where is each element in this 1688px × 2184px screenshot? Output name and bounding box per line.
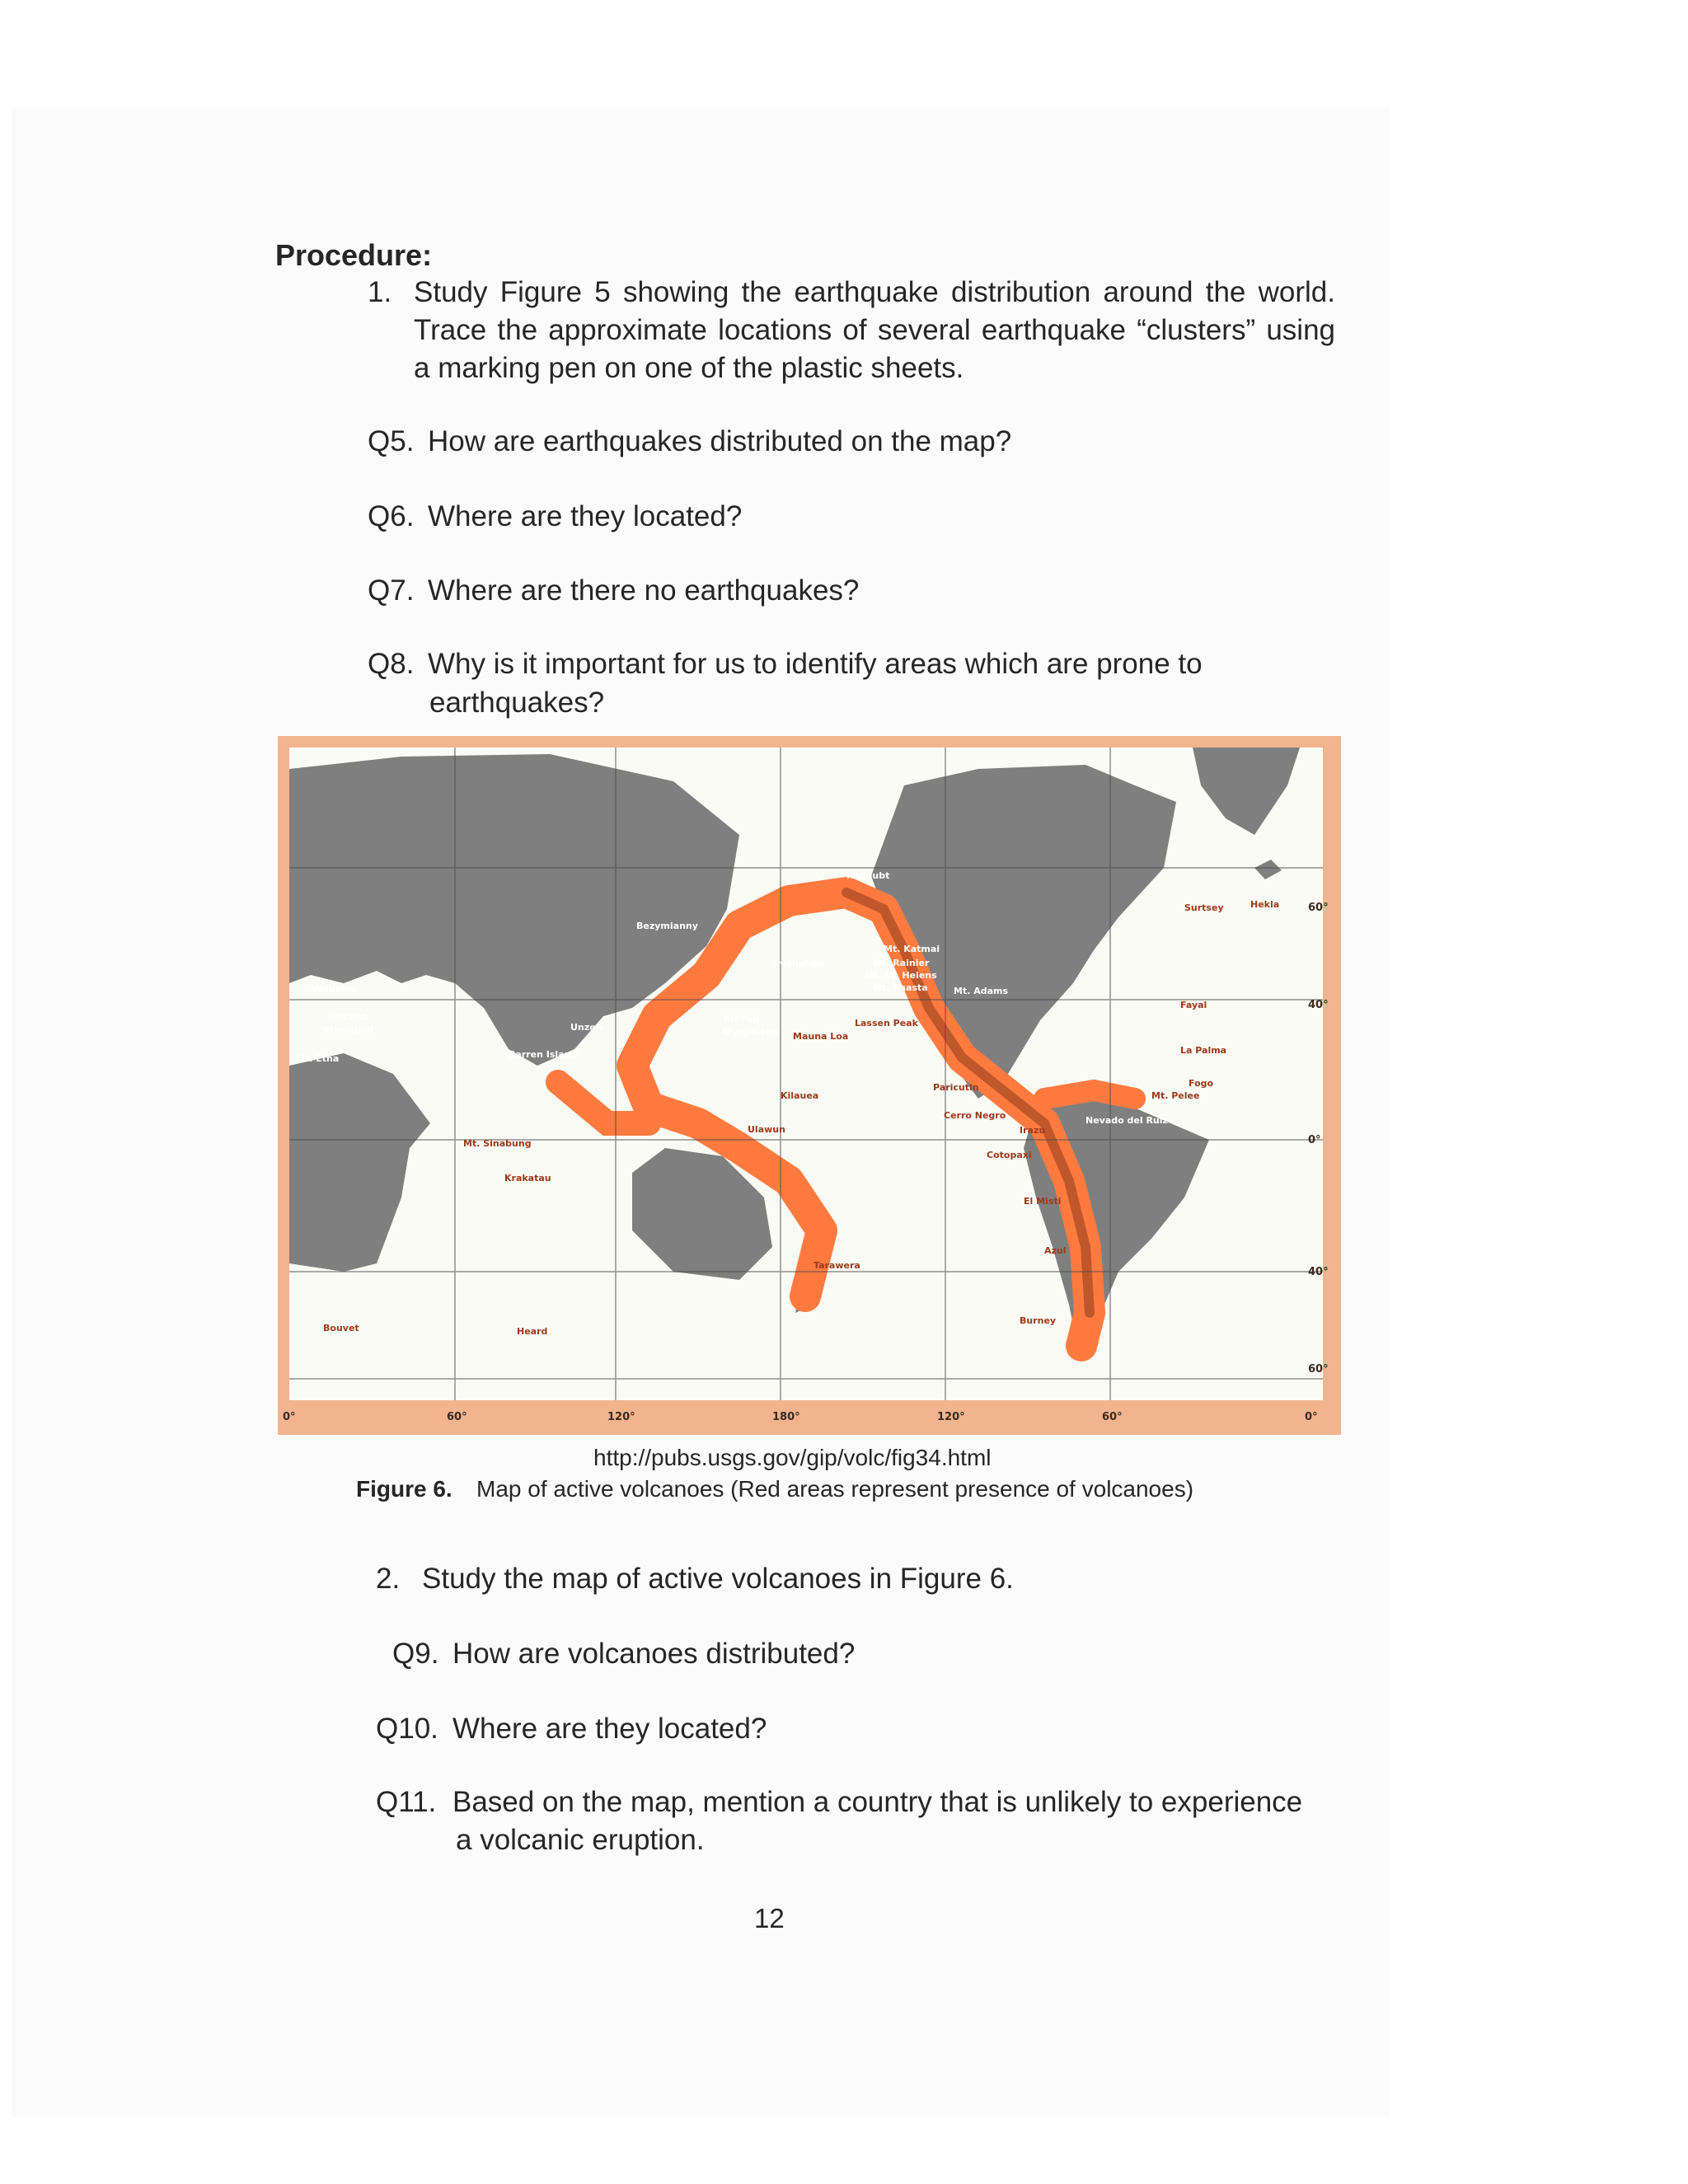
label-tarawera: Tarawera	[814, 1260, 860, 1271]
question-text: Based on the map, mention a country that is unlikely to experience	[452, 1786, 1303, 1818]
question-id: Q7.	[368, 574, 415, 607]
question-id: Q11.	[376, 1786, 437, 1818]
question-text: Where are they located?	[428, 500, 743, 532]
label-kilauea: Kilauea	[781, 1090, 819, 1101]
right-degree-0: 60°	[1308, 902, 1329, 914]
label-mt-pelee: Mt. Pelee	[1151, 1090, 1200, 1101]
label-mt-katmai: Mt. Katmai	[884, 944, 940, 954]
bottom-degree-3: 180°	[772, 1411, 800, 1423]
figure-caption-label: Figure 6.	[356, 1476, 452, 1502]
label-cerro-negro: Cerro Negro	[944, 1110, 1006, 1121]
question-id: Q5.	[368, 425, 415, 457]
label-bouvet: Bouvet	[323, 1323, 359, 1333]
label-shishaldin: Shishaldin	[771, 958, 824, 969]
step-1-number: 1.	[368, 276, 392, 308]
question-text: How are earthquakes distributed on the map?	[428, 425, 1012, 457]
label-mt-rainier: Mt. Rainier	[873, 958, 930, 968]
label-ulawun: Ulawun	[748, 1124, 785, 1135]
label-la-palma: La Palma	[1180, 1045, 1227, 1056]
label-nevado-del-ruiz: Nevado del Ruiz	[1085, 1115, 1168, 1126]
question-text: Why is it important for us to identify areas which are prone to	[428, 648, 1203, 680]
label-lassen-peak: Lassen Peak	[855, 1018, 918, 1029]
figure-caption-text: Map of active volcanoes (Red areas represent presence of volcanoes)	[476, 1476, 1194, 1502]
right-degree-4: 60°	[1308, 1363, 1329, 1376]
label-vesuvius: Vesuvius	[311, 983, 357, 994]
label-mt-fuji: Mt Fuji	[724, 1014, 760, 1024]
step-2-text: Study the map of active volcanoes in Figure 6.	[422, 1563, 1014, 1595]
label-mt-adams: Mt. Adams	[954, 986, 1009, 996]
bottom-degree-1: 60°	[447, 1411, 467, 1423]
question-id: Q8.	[368, 648, 415, 680]
question-id: Q9.	[392, 1638, 439, 1670]
page-number: 12	[754, 1903, 785, 1933]
label-vulcano: Vulcano	[327, 1011, 368, 1022]
label-mt-st-helens: Mt. St. Helens	[865, 970, 937, 981]
question-text-continued: earthquakes?	[429, 687, 605, 719]
label-hekla: Hekla	[1250, 899, 1280, 910]
step-2-number: 2.	[376, 1563, 401, 1595]
label-fayal: Fayal	[1180, 1000, 1207, 1010]
right-degree-3: 40°	[1308, 1266, 1329, 1278]
bottom-degree-0: 0°	[283, 1411, 296, 1423]
step-1-text: Study Figure 5 showing the earthquake distribution around the world. Trace the approximate locations of several earthquake “clusters” using a marking pen on one of the plastic sheets.	[414, 276, 1335, 384]
label-mt-sinabung: Mt. Sinabung	[463, 1138, 532, 1149]
label-mt-etna: Mt. Etna	[296, 1053, 340, 1064]
question-id: Q10.	[376, 1713, 438, 1745]
volcano-map-figure	[278, 736, 1341, 1435]
label-krakatau: Krakatau	[504, 1173, 551, 1183]
label-bezymianny: Bezymianny	[636, 921, 698, 931]
question-text: Where are there no earthquakes?	[428, 574, 860, 607]
bottom-degree-2: 120°	[607, 1411, 635, 1423]
caribbean-arc	[1044, 1090, 1135, 1099]
label-el-misti: El Misti	[1024, 1196, 1062, 1207]
right-degree-2: 0°	[1308, 1134, 1321, 1146]
bottom-degree-6: 0°	[1305, 1411, 1318, 1423]
label-mauna-loa: Mauna Loa	[793, 1031, 849, 1042]
question-text: Where are they located?	[452, 1713, 767, 1745]
figure-source-url: http://pubs.usgs.gov/gip/volc/fig34.html	[593, 1445, 992, 1470]
question-text: How are volcanoes distributed?	[452, 1638, 856, 1670]
bottom-degree-4: 120°	[937, 1411, 965, 1423]
label-unzen: Unzen	[570, 1022, 603, 1033]
label-surtsey: Surtsey	[1184, 902, 1224, 913]
label-myojin-sho: Myojin-sho	[723, 1027, 779, 1038]
label-irazu: Irazu	[1020, 1125, 1046, 1136]
label-barren-island: Barren Island	[509, 1049, 578, 1060]
label-heard: Heard	[517, 1326, 548, 1337]
label-azul: Azul	[1044, 1245, 1067, 1256]
procedure-heading: Procedure:	[275, 238, 433, 272]
bottom-degree-5: 60°	[1102, 1411, 1123, 1423]
label-stromboli: Stromboli	[323, 1024, 373, 1035]
label-redoubt: Redoubt	[846, 870, 890, 881]
label-paricutin: Paricutin	[933, 1082, 979, 1093]
label-mt-shasta: Mt. Shasta	[873, 982, 928, 993]
label-burney: Burney	[1020, 1315, 1057, 1326]
label-cotopaxi: Cotopaxi	[987, 1150, 1032, 1160]
label-fogo: Fogo	[1189, 1078, 1214, 1089]
right-degree-1: 40°	[1308, 999, 1329, 1011]
question-id: Q6.	[368, 500, 415, 532]
question-text-continued: a volcanic eruption.	[456, 1824, 705, 1856]
